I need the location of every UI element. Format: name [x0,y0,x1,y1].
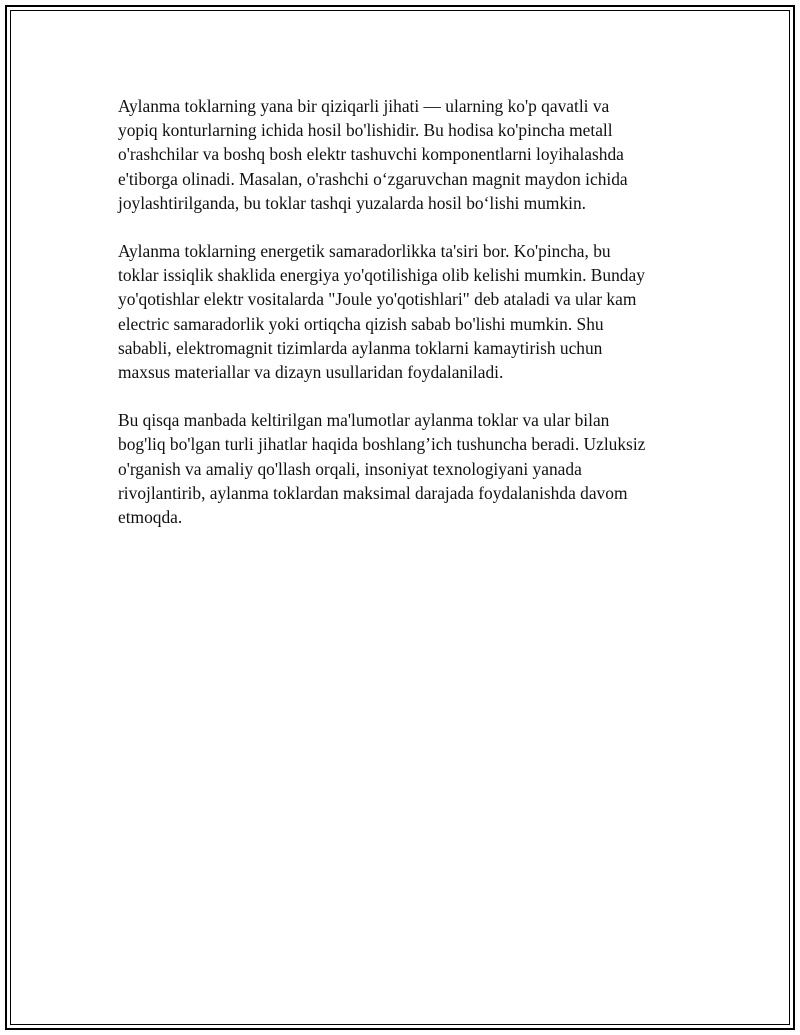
paragraph-3 [118,408,688,529]
paragraph-2 [118,239,688,384]
text-line: bog'liq bo'lgan turli jihatlar haqida boshlang’ich tushuncha beradi. Uzluksiz [118,434,646,455]
paragraph-1 [118,94,688,215]
text-line: toklar issiqlik shaklida energiya yo'qotilishiga olib kelishi mumkin. Bunday [118,265,645,286]
text-line: sababli, elektromagnit tizimlarda aylanma toklarni kamaytirish uchun [118,337,603,358]
text-line: o'rashchilar va boshq bosh elektr tashuvchi komponentlarni loyihalashda [118,144,624,165]
document-body [118,94,688,553]
text-line: rivojlantirib, aylanma toklardan maksimal darajada foydalanishda davom [118,482,628,503]
text-line: yo'qotishlar elektr vositalarda "Joule yo'qotishlari" deb ataladi va ular kam [118,289,637,310]
text-line: Aylanma toklarning energetik samaradorlikka ta'siri bor. Ko'pincha, bu [118,241,611,262]
text-line: joylashtirilganda, bu toklar tashqi yuzalarda hosil bo‘lishi mumkin. [118,192,587,213]
text-line: e'tiborga olinadi. Masalan, o'rashchi o‘zgaruvchan magnit maydon ichida [118,168,628,189]
text-line: maxsus materiallar va dizayn usullaridan foydalaniladi. [118,362,504,383]
text-line: o'rganish va amaliy qo'llash orqali, insoniyat texnologiyani yanada [118,458,582,479]
text-line: electric samaradorlik yoki ortiqcha qizish sabab bo'lishi mumkin. Shu [118,313,604,334]
text-line: Aylanma toklarning yana bir qiziqarli jihati — ularning ko'p qavatli va [118,96,610,116]
text-line: yopiq konturlarning ichida hosil bo'lishidir. Bu hodisa ko'pincha metall [118,120,613,141]
text-line: etmoqda. [118,507,183,528]
text-line: Bu qisqa manbada keltirilgan ma'lumotlar aylanma toklar va ular bilan [118,410,610,431]
